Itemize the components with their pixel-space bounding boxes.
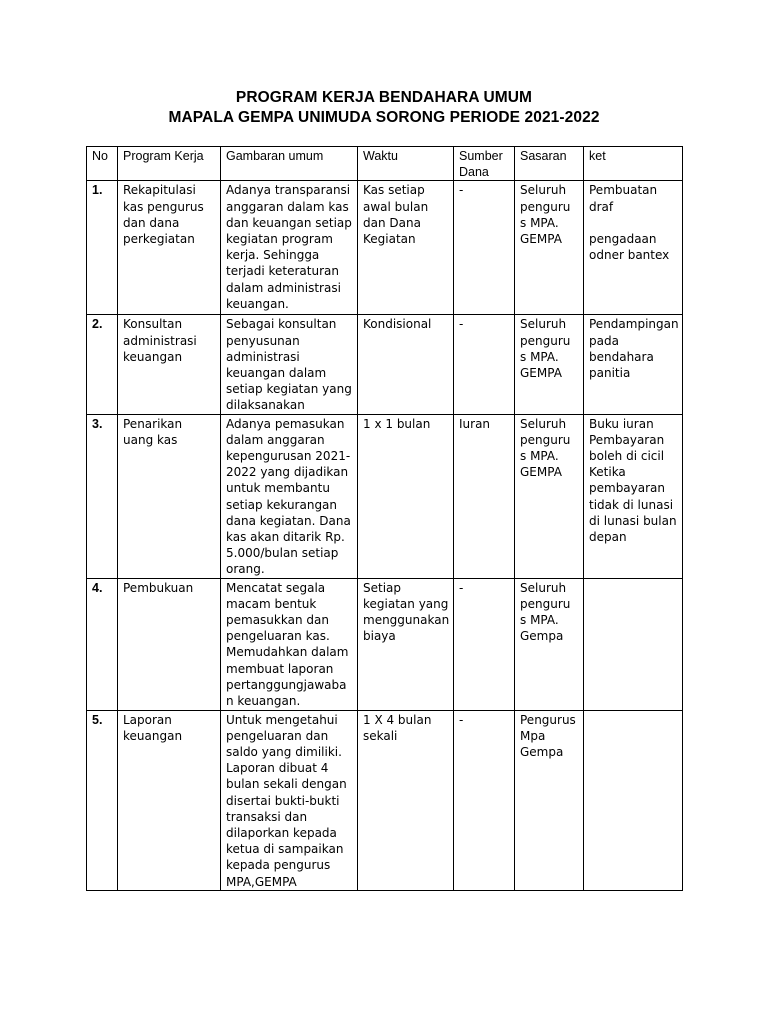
cell-text-line: transaksi dan: [226, 809, 308, 824]
cell-sasaran: [515, 578, 584, 710]
cell-text-line: Mpa: [520, 728, 546, 743]
cell-text-line: pada: [589, 333, 619, 348]
cell-text-line: Kondisional: [363, 317, 432, 332]
cell-sasaran: [515, 315, 584, 414]
cell-text-line: dilaporkan kepada: [226, 826, 337, 841]
cell-text-line: penguru: [520, 199, 571, 214]
header-waktu: Waktu: [358, 147, 454, 181]
cell-text-line: di lunasi bulan: [589, 513, 677, 528]
cell-ket: [584, 181, 683, 315]
cell-text-line: Ketika: [589, 465, 626, 480]
cell-text-line: kegiatan yang: [363, 596, 449, 611]
cell-text-line: administrasi: [226, 349, 300, 364]
table-header-row: [87, 147, 683, 181]
cell-blank-line: [589, 215, 677, 231]
cell-text-line: tidak di lunasi: [589, 497, 674, 512]
cell-text-line: awal bulan: [363, 199, 429, 214]
cell-text-line: kas akan ditarik Rp.: [226, 530, 345, 545]
cell-gambaran: [221, 578, 358, 710]
table-row: [87, 315, 683, 414]
cell-sumber-dana: [454, 578, 515, 710]
cell-text-line: -: [459, 317, 464, 332]
cell-text-line: Gempa: [520, 745, 564, 760]
cell-text-line: disertai bukti-bukti: [226, 793, 340, 808]
cell-text-line: Laporan: [123, 712, 172, 727]
cell-text-line: Seluruh: [520, 183, 567, 198]
cell-program: [118, 181, 221, 315]
cell-text-line: macam bentuk: [226, 596, 317, 611]
cell-text-line: Memudahkan dalam: [226, 645, 349, 660]
cell-text-line: s MPA.: [520, 349, 559, 364]
cell-ket: [584, 414, 683, 578]
header-no: No: [87, 147, 118, 181]
cell-text-line: kegiatan program: [226, 232, 333, 247]
header-gambaran: Gambaran umum: [221, 147, 358, 181]
cell-text-line: Mencatat segala: [226, 580, 326, 595]
cell-text-line: bendahara: [589, 349, 654, 364]
cell-text-line: keuangan: [123, 349, 183, 364]
cell-text-line: Seluruh: [520, 416, 567, 431]
cell-waktu: [358, 181, 454, 315]
cell-text-line: kepengurusan 2021-: [226, 449, 351, 464]
cell-text-line: 2022 yang dijadikan: [226, 465, 349, 480]
cell-text-line: dalam anggaran: [226, 432, 325, 447]
cell-text-line: penguru: [520, 432, 571, 447]
header-sumber-line: Sumber: [459, 149, 503, 163]
cell-text-line: keuangan dalam: [226, 366, 327, 381]
header-ket: ket: [584, 147, 683, 181]
cell-text-line: Pengurus: [520, 712, 576, 727]
table-row: [87, 710, 683, 890]
cell-text-line: dan Dana: [363, 215, 421, 230]
cell-text-line: draf: [589, 199, 614, 214]
cell-text-line: Pembuatan: [589, 183, 658, 198]
cell-text-line: s MPA.: [520, 449, 559, 464]
cell-text-line: dan dana: [123, 215, 180, 230]
cell-text-line: setiap kekurangan: [226, 497, 338, 512]
cell-text-line: pemasukkan dan: [226, 613, 329, 628]
cell-text-line: Pembayaran: [589, 432, 665, 447]
cell-text-line: pengeluaran dan: [226, 728, 329, 743]
cell-gambaran: [221, 181, 358, 315]
header-sumber: [454, 147, 515, 181]
cell-text-line: dan keuangan setiap: [226, 215, 352, 230]
cell-text-line: penguru: [520, 333, 571, 348]
cell-text-line: pertanggungjawaba: [226, 677, 347, 692]
cell-text-line: Adanya pemasukan: [226, 416, 345, 431]
cell-waktu: [358, 710, 454, 890]
cell-text-line: dalam administrasi: [226, 280, 341, 295]
cell-text-line: Gempa: [520, 629, 564, 644]
cell-text-line: Adanya transparansi: [226, 183, 351, 198]
program-table: [86, 146, 683, 891]
cell-text-line: bulan sekali dengan: [226, 777, 347, 792]
cell-text-line: untuk membantu: [226, 481, 330, 496]
cell-text-line: GEMPA: [520, 366, 562, 381]
cell-waktu: [358, 315, 454, 414]
cell-gambaran: [221, 710, 358, 890]
cell-text-line: 1 x 1 bulan: [363, 416, 431, 431]
cell-text-line: pengadaan: [589, 231, 657, 246]
cell-text-line: ketua di sampaikan: [226, 842, 344, 857]
cell-no: 4.: [87, 578, 118, 710]
cell-text-line: uang kas: [123, 432, 178, 447]
cell-text-line: orang.: [226, 562, 265, 577]
cell-gambaran: [221, 315, 358, 414]
cell-text-line: Pendampingan: [589, 317, 679, 332]
cell-waktu: [358, 414, 454, 578]
cell-no: 1.: [87, 181, 118, 315]
cell-text-line: membuat laporan: [226, 661, 334, 676]
cell-text-line: GEMPA: [520, 465, 562, 480]
cell-text-line: s MPA.: [520, 613, 559, 628]
cell-ket: [584, 710, 683, 890]
cell-text-line: depan: [589, 530, 627, 545]
cell-text-line: penyusunan: [226, 333, 300, 348]
cell-text-line: Buku iuran: [589, 416, 654, 431]
cell-gambaran: [221, 414, 358, 578]
cell-text-line: 1 X 4 bulan: [363, 712, 432, 727]
cell-text-line: Konsultan: [123, 317, 183, 332]
cell-ket: [584, 315, 683, 414]
cell-text-line: Sebagai konsultan: [226, 317, 337, 332]
cell-text-line: s MPA.: [520, 215, 559, 230]
cell-text-line: terjadi keteraturan: [226, 264, 339, 279]
cell-text-line: saldo yang dimiliki.: [226, 745, 342, 760]
cell-text-line: keuangan: [123, 728, 183, 743]
cell-text-line: Laporan dibuat 4: [226, 761, 329, 776]
cell-text-line: perkegiatan: [123, 232, 195, 247]
cell-text-line: Setiap: [363, 580, 402, 595]
cell-text-line: menggunakan: [363, 613, 450, 628]
cell-no: 5.: [87, 710, 118, 890]
cell-sumber-dana: [454, 414, 515, 578]
cell-text-line: Kegiatan: [363, 232, 416, 247]
cell-text-line: Pembukuan: [123, 580, 194, 595]
cell-text-line: dilaksanakan: [226, 398, 305, 413]
header-sumber-line: Dana: [459, 165, 489, 180]
document-title-line2: MAPALA GEMPA UNIMUDA SORONG PERIODE 2021-2022: [168, 109, 600, 126]
cell-text-line: pengeluaran kas.: [226, 629, 330, 644]
table-row: [87, 578, 683, 710]
cell-text-line: Kas setiap: [363, 183, 425, 198]
cell-text-line: Seluruh: [520, 317, 567, 332]
cell-text-line: kas pengurus: [123, 199, 204, 214]
cell-program: [118, 710, 221, 890]
cell-text-line: Seluruh: [520, 580, 567, 595]
cell-sumber-dana: [454, 181, 515, 315]
cell-text-line: -: [459, 183, 464, 198]
cell-sasaran: [515, 710, 584, 890]
cell-text-line: pembayaran: [589, 481, 666, 496]
cell-text-line: odner bantex: [589, 248, 670, 263]
cell-text-line: dana kegiatan. Dana: [226, 513, 351, 528]
cell-text-line: administrasi: [123, 333, 197, 348]
cell-text-line: Iuran: [459, 416, 491, 431]
cell-text-line: kerja. Sehingga: [226, 248, 320, 263]
cell-text-line: -: [459, 712, 464, 727]
cell-sumber-dana: [454, 710, 515, 890]
cell-text-line: penguru: [520, 596, 571, 611]
cell-text-line: Untuk mengetahui: [226, 712, 338, 727]
cell-program: [118, 315, 221, 414]
cell-ket: [584, 578, 683, 710]
cell-program: [118, 578, 221, 710]
cell-text-line: sekali: [363, 728, 398, 743]
cell-text-line: n keuangan.: [226, 694, 301, 709]
cell-text-line: setiap kegiatan yang: [226, 382, 352, 397]
cell-text-line: -: [459, 580, 464, 595]
cell-sasaran: [515, 181, 584, 315]
cell-text-line: kepada pengurus: [226, 858, 331, 873]
cell-no: 2.: [87, 315, 118, 414]
cell-text-line: MPA,GEMPA: [226, 874, 297, 889]
cell-text-line: Penarikan: [123, 416, 183, 431]
document-title-line1: PROGRAM KERJA BENDAHARA UMUM: [235, 89, 533, 106]
cell-no: 3.: [87, 414, 118, 578]
cell-waktu: [358, 578, 454, 710]
table-row: [87, 414, 683, 578]
cell-text-line: boleh di cicil: [589, 449, 665, 464]
cell-text-line: keuangan.: [226, 296, 289, 311]
cell-text-line: anggaran dalam kas: [226, 199, 349, 214]
cell-text-line: biaya: [363, 629, 396, 644]
cell-text-line: 5.000/bulan setiap: [226, 546, 339, 561]
cell-text-line: GEMPA: [520, 232, 562, 247]
cell-text-line: Rekapitulasi: [123, 183, 196, 198]
cell-text-line: panitia: [589, 366, 631, 381]
cell-program: [118, 414, 221, 578]
header-sasaran: Sasaran: [515, 147, 584, 181]
cell-sumber-dana: [454, 315, 515, 414]
header-program: Program Kerja: [118, 147, 221, 181]
table-row: [87, 181, 683, 315]
cell-sasaran: [515, 414, 584, 578]
